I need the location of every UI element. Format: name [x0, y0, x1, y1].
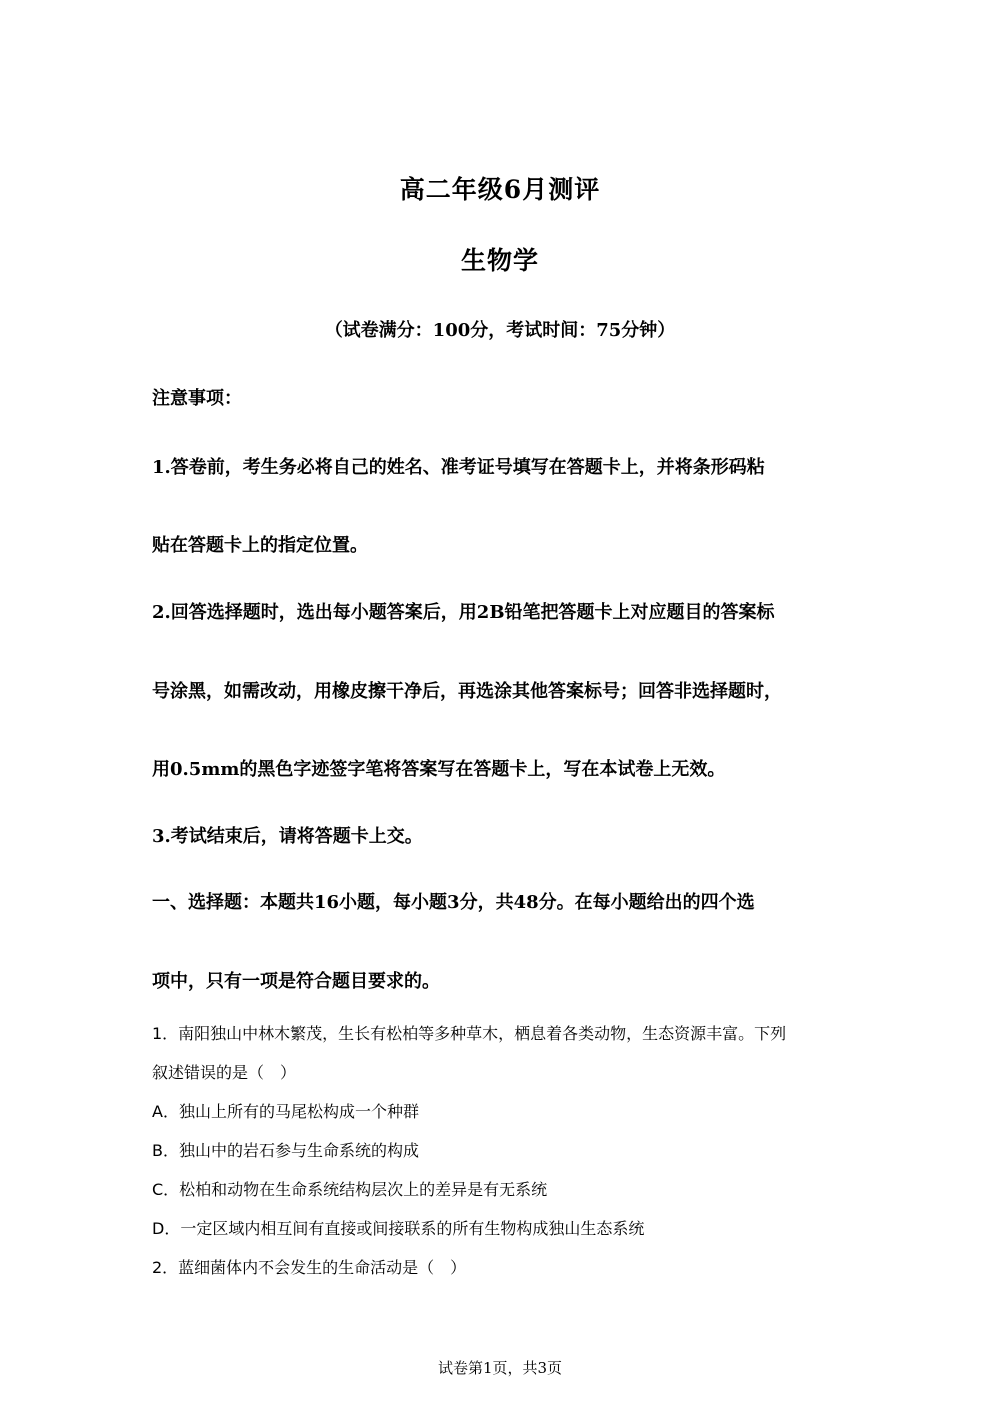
note-line: 1.答卷前，考生务必将自己的姓名、准考证号填写在答题卡上，并将条形码粘 [152, 457, 765, 478]
note-line: 贴在答题卡上的指定位置。 [152, 535, 368, 556]
section-heading-line: 项中，只有一项是符合题目要求的。 [152, 971, 440, 992]
question-1-option-d: D．一定区域内相互间有直接或间接联系的所有生物构成独山生态系统 [152, 1219, 645, 1238]
note-line: 2.回答选择题时，选出每小题答案后，用2B铅笔把答题卡上对应题目的答案标 [152, 602, 775, 623]
question-1-option-c: C．松柏和动物在生命系统结构层次上的差异是有无系统 [152, 1180, 548, 1199]
note-line: 用0.5mm的黑色字迹签字笔将答案写在答题卡上，写在本试卷上无效。 [152, 759, 726, 780]
section-heading-line: 一、选择题：本题共16小题，每小题3分，共48分。在每小题给出的四个选 [152, 892, 755, 913]
notes-heading: 注意事项： [152, 388, 242, 409]
note-line: 3.考试结束后，请将答题卡上交。 [152, 826, 423, 847]
exam-title: 高二年级6月测评 [399, 175, 601, 204]
question-1-stem-cont: 叙述错误的是（ ） [152, 1063, 297, 1082]
note-line: 号涂黑，如需改动，用橡皮擦干净后，再选涂其他答案标号；回答非选择题时， [152, 681, 782, 702]
exam-meta: （试卷满分：100分，考试时间：75分钟） [324, 320, 676, 341]
page-footer: 试卷第1页，共3页 [437, 1359, 563, 1377]
exam-subject: 生物学 [460, 246, 539, 275]
question-1-stem: 1．南阳独山中林木繁茂，生长有松柏等多种草木，栖息着各类动物，生态资源丰富。下列 [152, 1024, 787, 1043]
question-1-option-a: A．独山上所有的马尾松构成一个种群 [152, 1102, 419, 1121]
question-2-stem: 2．蓝细菌体内不会发生的生命活动是（ ） [152, 1258, 467, 1277]
question-1-option-b: B．独山中的岩石参与生命系统的构成 [152, 1141, 419, 1160]
